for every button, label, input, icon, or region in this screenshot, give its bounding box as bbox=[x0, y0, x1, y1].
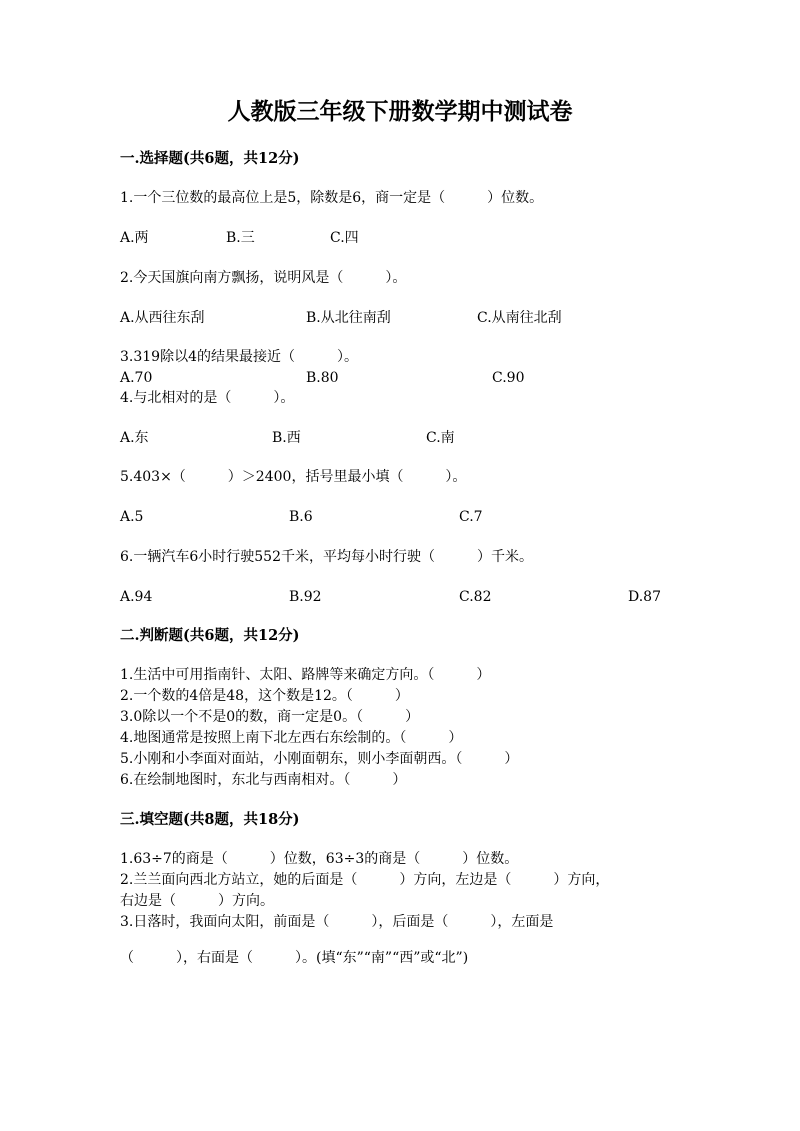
judgment-item: 1.生活中可用指南针、太阳、路牌等来确定方向。（ ） bbox=[120, 667, 491, 683]
option-c: C.四 bbox=[330, 230, 359, 246]
option-c: C.82 bbox=[459, 589, 492, 605]
judgment-item: 4.地图通常是按照上南下北左西右东绘制的。（ ） bbox=[120, 730, 463, 746]
section-heading-judgment: 二.判断题(共6题，共12分) bbox=[120, 627, 300, 644]
question-stem: 4.与北相对的是（ ）。 bbox=[120, 390, 295, 406]
section-heading-choice: 一.选择题(共6题，共12分) bbox=[120, 150, 300, 167]
option-c: C.7 bbox=[459, 509, 483, 525]
question-stem: 1.一个三位数的最高位上是5，除数是6，商一定是（ ）位数。 bbox=[120, 190, 544, 206]
option-a: A.两 bbox=[120, 230, 149, 246]
judgment-item: 6.在绘制地图时，东北与西南相对。（ ） bbox=[120, 772, 407, 788]
judgment-item: 2.一个数的4倍是48，这个数是12。（ ） bbox=[120, 688, 409, 704]
option-b: B.6 bbox=[289, 509, 313, 525]
fill-blank-line: 右边是（ ）方向。 bbox=[120, 893, 274, 909]
option-b: B.三 bbox=[226, 230, 255, 246]
fill-blank-line: 1.63÷7的商是（ ）位数，63÷3的商是（ ）位数。 bbox=[120, 851, 519, 867]
option-b: B.从北往南刮 bbox=[306, 310, 391, 326]
option-b: B.西 bbox=[272, 430, 301, 446]
option-a: A.东 bbox=[120, 430, 149, 446]
option-c: C.从南往北刮 bbox=[477, 310, 562, 326]
option-a: A.70 bbox=[120, 370, 153, 386]
judgment-item: 5.小刚和小李面对面站，小刚面朝东，则小李面朝西。（ ） bbox=[120, 751, 519, 767]
option-a: A.5 bbox=[120, 509, 144, 525]
fill-blank-line: 3.日落时，我面向太阳，前面是（ ），后面是（ ），左面是 bbox=[120, 914, 554, 930]
option-b: B.92 bbox=[289, 589, 322, 605]
option-b: B.80 bbox=[306, 370, 339, 386]
question-stem: 6.一辆汽车6小时行驶552千米，平均每小时行驶（ ）千米。 bbox=[120, 549, 533, 565]
option-d: D.87 bbox=[628, 589, 661, 605]
option-a: A.94 bbox=[120, 589, 153, 605]
option-c: C.南 bbox=[426, 430, 455, 446]
option-c: C.90 bbox=[492, 370, 525, 386]
question-stem: 5.403×（ ）＞2400，括号里最小填（ ）。 bbox=[120, 469, 467, 485]
page-title: 人教版三年级下册数学期中测试卷 bbox=[227, 98, 573, 125]
option-a: A.从西往东刮 bbox=[120, 310, 205, 326]
section-heading-fill-blank: 三.填空题(共8题，共18分) bbox=[120, 811, 300, 828]
question-stem: 2.今天国旗向南方飘扬，说明风是（ ）。 bbox=[120, 270, 407, 286]
judgment-item: 3.0除以一个不是0的数，商一定是0。（ ） bbox=[120, 709, 420, 725]
fill-blank-line: 2.兰兰面向西北方站立，她的后面是（ ）方向，左边是（ ）方向， bbox=[120, 872, 610, 888]
fill-blank-line: （ ），右面是（ ）。(填“东”“南”“西”或“北”) bbox=[120, 950, 469, 966]
question-stem: 3.319除以4的结果最接近（ ）。 bbox=[120, 349, 358, 365]
